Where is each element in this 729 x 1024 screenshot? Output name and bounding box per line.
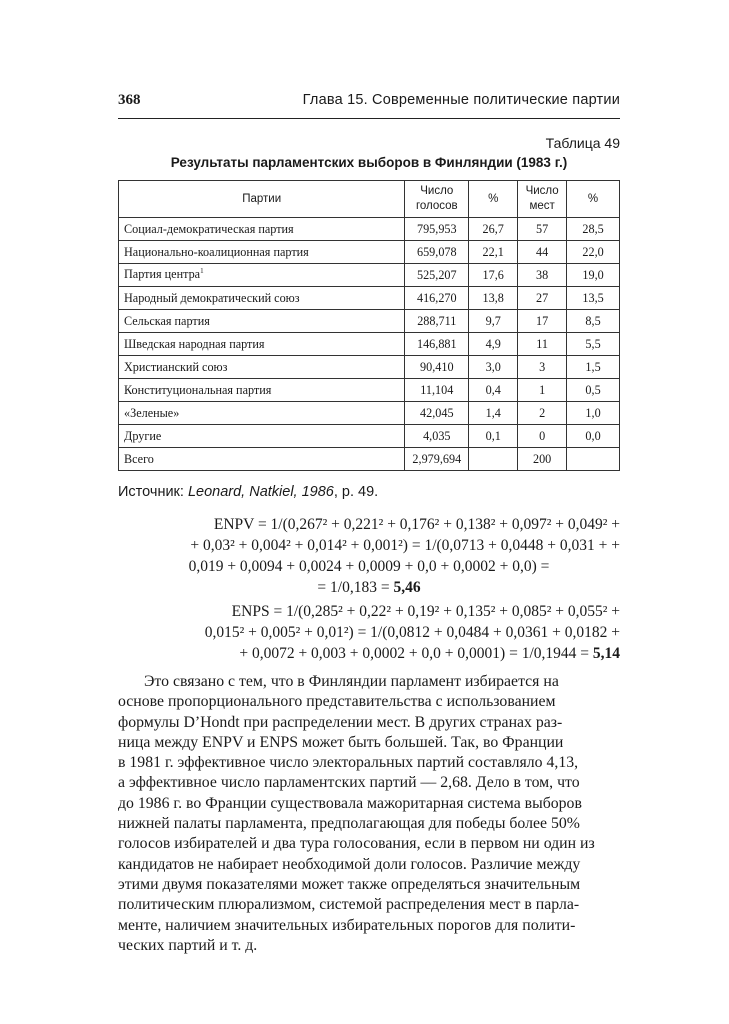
votes-cell: 795,953 xyxy=(405,218,469,241)
table-row xyxy=(119,310,620,333)
seats-cell: 44 xyxy=(518,241,567,264)
election-results-table xyxy=(118,180,620,471)
source-prefix: Источник: xyxy=(118,484,188,500)
party-name: Партия центра xyxy=(124,267,201,282)
header-seats: Число мест xyxy=(518,181,567,218)
table-label: Таблица 49 xyxy=(545,135,620,151)
party-name: Социал-демократическая партия xyxy=(119,218,405,241)
votes-cell: 416,270 xyxy=(405,287,469,310)
source-authors: Leonard, Natkiel, 1986 xyxy=(187,484,334,500)
header-parties: Партии xyxy=(119,181,405,218)
table-row xyxy=(119,379,620,402)
paragraph-line: ческих партий и т. д. xyxy=(118,936,258,954)
votes-cell: 4,035 xyxy=(405,425,469,448)
paragraph-line: до 1986 г. во Франции существовала мажоритарная система выборов xyxy=(118,794,582,812)
paragraph-line: Это связано с тем, что в Финляндии парламент избирается на xyxy=(144,673,559,690)
party-name: «Зеленые» xyxy=(119,402,405,425)
party-name: Конституциональная партия xyxy=(119,379,405,402)
seat-pct-cell xyxy=(567,448,620,471)
table-row xyxy=(119,287,620,310)
vote-pct-cell xyxy=(469,448,518,471)
paragraph-line: основе пропорционального представительства с использованием xyxy=(118,693,556,711)
seat-pct-cell: 1,0 xyxy=(567,402,620,425)
header-vote-pct: % xyxy=(469,181,518,218)
seats-cell: 0 xyxy=(518,425,567,448)
vote-pct-cell: 3,0 xyxy=(469,356,518,379)
votes-cell: 2,979,694 xyxy=(405,448,469,471)
seats-cell: 27 xyxy=(518,287,567,310)
vote-pct-cell: 4,9 xyxy=(469,333,518,356)
table-row xyxy=(119,425,620,448)
paragraph-line: формулы D’Hondt при распределении мест. В других странах раз- xyxy=(118,713,563,731)
enps-result: 5,14 xyxy=(592,645,620,662)
party-name: Шведская народная партия xyxy=(119,333,405,356)
seat-pct-cell: 13,5 xyxy=(567,287,620,310)
seat-pct-cell: 0,5 xyxy=(567,379,620,402)
vote-pct-cell: 9,7 xyxy=(469,310,518,333)
source-suffix: , р. 49. xyxy=(333,484,379,500)
votes-cell: 42,045 xyxy=(405,402,469,425)
table-row xyxy=(119,333,620,356)
party-name: Народный демократический союз xyxy=(119,287,405,310)
seats-cell: 1 xyxy=(518,379,567,402)
seat-pct-cell: 1,5 xyxy=(567,356,620,379)
formula-line: + 0,03² + 0,004² + 0,014² + 0,001²) = 1/(0,0713 + 0,0448 + 0,031 + + xyxy=(190,537,620,554)
votes-cell: 90,410 xyxy=(405,356,469,379)
seat-pct-cell: 28,5 xyxy=(567,218,620,241)
vote-pct-cell: 17,6 xyxy=(469,264,518,287)
seats-cell: 38 xyxy=(518,264,567,287)
votes-cell: 288,711 xyxy=(405,310,469,333)
formula-text: + 0,0072 + 0,003 + 0,0002 + 0,0 + 0,0001) = 1/0,1944 = xyxy=(239,645,593,662)
vote-pct-cell: 1,4 xyxy=(469,402,518,425)
paragraph-line: политическим плюрализмом, системой распределения мест в парла- xyxy=(118,896,580,914)
party-name-cell xyxy=(119,264,405,287)
votes-cell: 659,078 xyxy=(405,241,469,264)
vote-pct-cell: 0,4 xyxy=(469,379,518,402)
formula-line-final xyxy=(118,643,620,664)
party-name: Национально-коалиционная партия xyxy=(119,241,405,264)
enpv-result: 5,46 xyxy=(393,579,421,596)
enps-formula xyxy=(118,601,620,664)
vote-pct-cell: 13,8 xyxy=(469,287,518,310)
paragraph-line: кандидатов не набирает необходимой доли голосов. Различие между xyxy=(118,855,581,873)
page-number: 368 xyxy=(118,92,141,108)
vote-pct-cell: 26,7 xyxy=(469,218,518,241)
paragraph-line: голосов избирателей и два тура голосования, если в первом ни один из xyxy=(118,835,595,853)
seats-cell: 2 xyxy=(518,402,567,425)
table-row xyxy=(119,241,620,264)
table-source xyxy=(118,484,378,500)
table-row xyxy=(119,264,620,287)
votes-cell: 525,207 xyxy=(405,264,469,287)
formula-line-final xyxy=(118,577,620,598)
paragraph-line: ница между ENPV и ENPS может быть большей. Так, во Франции xyxy=(118,733,564,751)
party-name: Сельская партия xyxy=(119,310,405,333)
party-name: Другие xyxy=(119,425,405,448)
table-body xyxy=(119,218,620,471)
footnote-marker: 1 xyxy=(200,267,204,276)
enpv-formula xyxy=(118,514,620,598)
header-seat-pct: % xyxy=(567,181,620,218)
table-row xyxy=(119,402,620,425)
seats-cell: 3 xyxy=(518,356,567,379)
header-votes: Число голосов xyxy=(405,181,469,218)
votes-cell: 146,881 xyxy=(405,333,469,356)
table-title: Результаты парламентских выборов в Финляндии (1983 г.) xyxy=(170,155,568,170)
table-row xyxy=(119,356,620,379)
formula-line: 0,015² + 0,005² + 0,01²) = 1/(0,0812 + 0,0484 + 0,0361 + 0,0182 + xyxy=(204,624,620,641)
body-paragraph xyxy=(118,672,620,956)
seat-pct-cell: 22,0 xyxy=(567,241,620,264)
seat-pct-cell: 19,0 xyxy=(567,264,620,287)
paragraph-line: этими двумя показателями может также определяться значительным xyxy=(118,875,581,893)
chapter-title: Глава 15. Современные политические партии xyxy=(302,92,620,108)
party-name: Христианский союз xyxy=(119,356,405,379)
formula-line: ENPS = 1/(0,285² + 0,22² + 0,19² + 0,135² + 0,085² + 0,055² + xyxy=(231,603,620,620)
seat-pct-cell: 0,0 xyxy=(567,425,620,448)
seats-cell: 57 xyxy=(518,218,567,241)
votes-cell: 11,104 xyxy=(405,379,469,402)
formula-text: = 1/0,183 = xyxy=(317,579,394,596)
seats-cell: 11 xyxy=(518,333,567,356)
seat-pct-cell: 8,5 xyxy=(567,310,620,333)
seat-pct-cell: 5,5 xyxy=(567,333,620,356)
paragraph-line: в 1981 г. эффективное число электоральных партий составляло 4,13, xyxy=(118,754,579,772)
running-header xyxy=(118,90,620,119)
table-total-row xyxy=(119,448,620,471)
paragraph-line: а эффективное число парламентских партий — 2,68. Дело в том, что xyxy=(118,774,580,792)
formula-line: 0,019 + 0,0094 + 0,0024 + 0,0009 + 0,0 + 0,0002 + 0,0) = xyxy=(188,558,550,575)
table-row xyxy=(119,218,620,241)
seats-cell: 17 xyxy=(518,310,567,333)
formula-line: ENPV = 1/(0,267² + 0,221² + 0,176² + 0,138² + 0,097² + 0,049² + xyxy=(213,516,620,533)
paragraph-line: менте, наличием значительных избирательных порогов для полити- xyxy=(118,916,576,934)
paragraph-line: нижней палаты парламента, предполагающая для победы более 50% xyxy=(118,815,580,833)
vote-pct-cell: 0,1 xyxy=(469,425,518,448)
party-name: Всего xyxy=(119,448,405,471)
table-header-row xyxy=(119,181,620,218)
seats-cell: 200 xyxy=(518,448,567,471)
vote-pct-cell: 22,1 xyxy=(469,241,518,264)
